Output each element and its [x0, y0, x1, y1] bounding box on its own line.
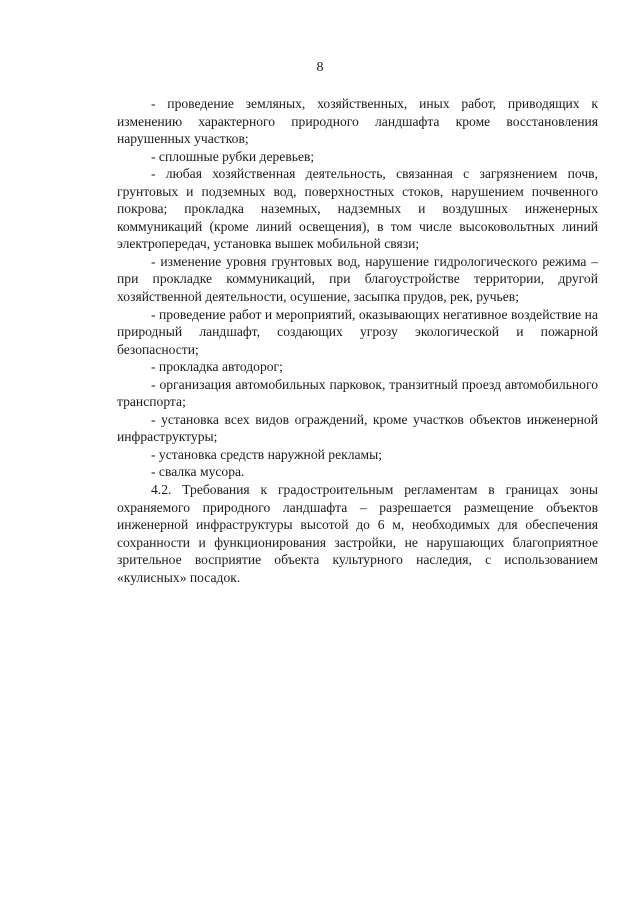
page-number: 8: [316, 60, 324, 75]
paragraph-negative-impact: - проведение работ и мероприятий, оказывающих негативное воздействие на природный ландшафт, создающих угрозу экологической и пожарной безопасности;: [117, 306, 598, 357]
paragraph-clear-cutting: - сплошные рубки деревьев;: [151, 148, 315, 164]
paragraph-earthworks: - проведение земляных, хозяйственных, иных работ, приводящих к изменению характерного природного ландшафта кроме восстановления нарушенных участков;: [117, 96, 598, 147]
paragraph-groundwater: - изменение уровня грунтовых вод, нарушение гидрологического режима – при прокладке коммуникаций, при благоустройстве территории, другой хозяйственной деятельности, осушение, засыпка прудов, рек, ручьев;: [117, 253, 598, 305]
paragraph-economic-activity: - любая хозяйственная деятельность, связанная с загрязнением почв, грунтовых и подземных вод, поверхностных стоков, нарушением почвенного покрова; прокладка наземных, надземных и воздушных инженерных коммуникаций (кроме линий освещения), в том числе высоковольтных линий электропередач, установка вышек мобильной связи;: [117, 166, 598, 252]
paragraph-advertising: - установка средств наружной рекламы;: [151, 446, 383, 462]
paragraph-roads: - прокладка автодорог;: [151, 359, 283, 375]
paragraph-section-4-2: 4.2. Требования к градостроительным регламентам в границах зоны охраняемого природного ландшафта – разрешается размещение объектов инженерной инфраструктуры высотой до 6 м, необходимых для обеспечения сохранности и функционирования застройки, не нарушающих благоприятное зрительное восприятие объекта культурного наследия, с использованием «кулисных» посадок.: [117, 482, 598, 585]
paragraph-garbage: - свалка мусора.: [151, 464, 245, 480]
paragraph-fencing: - установка всех видов ограждений, кроме участков объектов инженерной инфраструктуры;: [117, 411, 598, 445]
paragraph-parking: - организация автомобильных парковок, транзитный проезд автомобильного транспорта;: [117, 376, 598, 410]
document-body: [117, 95, 598, 586]
